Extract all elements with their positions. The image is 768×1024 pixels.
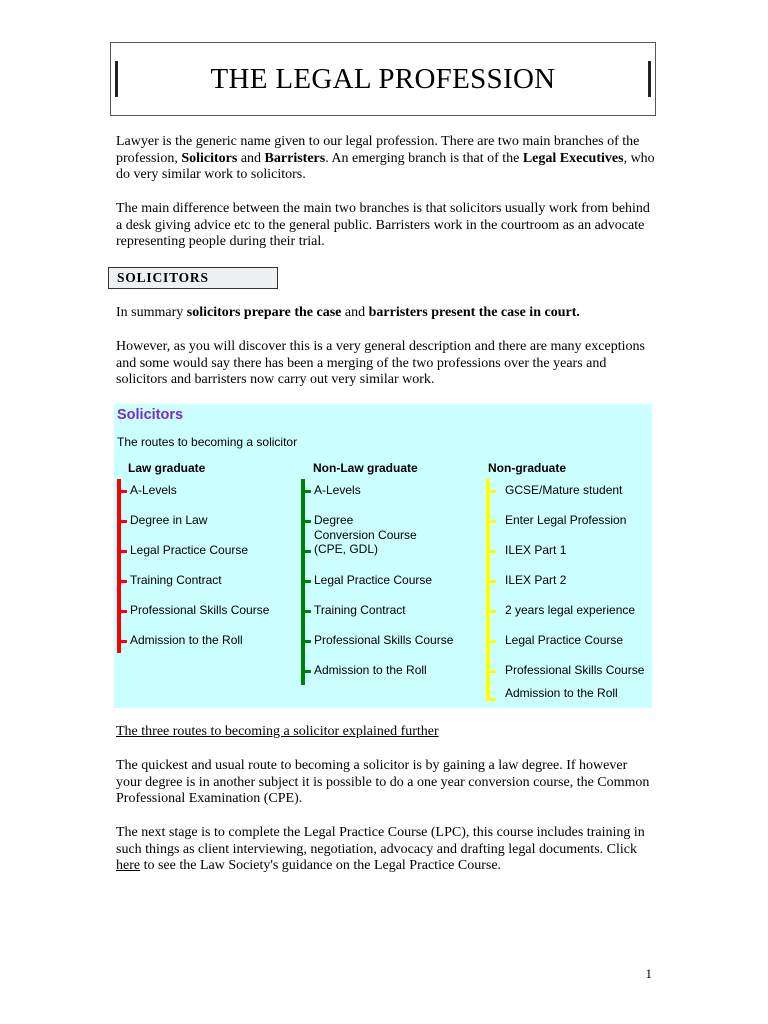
route-tick bbox=[305, 670, 311, 673]
next-stage-text-1: The next stage is to complete the Legal Practice Course (LPC), this course includes training in such things as client interviewing, negotiation, advocacy and drafting legal documents. Click bbox=[116, 825, 645, 857]
route-step: ILEX Part 2 bbox=[505, 573, 567, 587]
route-tick bbox=[121, 550, 127, 553]
summary-text-1: In summary bbox=[116, 305, 187, 320]
explained-heading: The three routes to becoming a solicitor explained further bbox=[116, 724, 439, 739]
route-step: Legal Practice Course bbox=[314, 573, 433, 587]
route-line-1 bbox=[117, 479, 121, 653]
route-step: A-Levels bbox=[130, 483, 177, 497]
route-tick bbox=[305, 640, 311, 643]
route-step: Degree in Law bbox=[130, 513, 208, 527]
route-step: ILEX Part 1 bbox=[505, 543, 567, 557]
route-tick bbox=[121, 610, 127, 613]
route-step: Professional Skills Course bbox=[130, 603, 270, 617]
route-tick bbox=[121, 580, 127, 583]
route-tick bbox=[490, 490, 496, 493]
intro-text-2: and bbox=[237, 150, 265, 166]
route-tick bbox=[305, 520, 311, 523]
section-heading-solicitors: SOLICITORS bbox=[108, 267, 278, 289]
intro-bold-solicitors: Solicitors bbox=[181, 150, 238, 166]
route-tick bbox=[305, 610, 311, 613]
route-step: Degree bbox=[314, 513, 354, 527]
route-tick bbox=[490, 550, 496, 553]
route-step: Legal Practice Course bbox=[505, 633, 624, 647]
column-heading-1: Law graduate bbox=[128, 461, 206, 475]
summary-paragraph bbox=[116, 305, 656, 322]
however-paragraph: However, as you will discover this is a very general description and there are many exceptions and some would say there has been a merging of the two professions over the years and solicitors and barristers now carry out very similar work. bbox=[116, 339, 645, 387]
route-tick bbox=[121, 520, 127, 523]
route-step: Training Contract bbox=[314, 603, 406, 617]
route-step: Legal Practice Course bbox=[130, 543, 249, 557]
route-step: 2 years legal experience bbox=[505, 603, 636, 617]
next-stage-text-2: to see the Law Society's guidance on the Legal Practice Course. bbox=[140, 858, 502, 873]
summary-bold-2: barristers present the case in court. bbox=[368, 305, 580, 320]
route-tick bbox=[305, 490, 311, 493]
route-step: Admission to the Roll bbox=[130, 633, 243, 647]
intro-text-3: . An emerging branch is that of the bbox=[325, 150, 523, 166]
intro-bold-barristers: Barristers bbox=[264, 150, 326, 166]
title-right-bar bbox=[648, 61, 651, 97]
route-tick bbox=[305, 550, 311, 553]
next-stage-paragraph bbox=[116, 825, 656, 875]
lpc-guidance-link[interactable]: here bbox=[116, 858, 141, 873]
intro-text-4: , who do very similar work to solicitors. bbox=[116, 150, 655, 182]
route-step: Training Contract bbox=[130, 573, 222, 587]
diagram-title: Solicitors bbox=[117, 407, 184, 423]
route-tick bbox=[490, 670, 496, 673]
route-step: Professional Skills Course bbox=[314, 633, 454, 647]
column-heading-3: Non-graduate bbox=[488, 461, 566, 475]
solicitor-routes-diagram bbox=[114, 404, 652, 708]
page-title: THE LEGAL PROFESSION bbox=[210, 62, 556, 95]
quickest-paragraph: The quickest and usual route to becoming a solicitor is by gaining a law degree. If however your degree is in another subject it is possible to do a one year conversion course, the Common Professional Examination (CPE). bbox=[116, 758, 650, 806]
route-step: Admission to the Roll bbox=[314, 663, 427, 677]
route-tick bbox=[490, 698, 496, 701]
title-box bbox=[110, 42, 656, 116]
route-step: GCSE/Mature student bbox=[505, 483, 623, 497]
column-heading-2: Non-Law graduate bbox=[313, 461, 418, 475]
route-tick bbox=[490, 520, 496, 523]
route-step: Professional Skills Course bbox=[505, 663, 645, 677]
summary-bold-1: solicitors prepare the case bbox=[186, 305, 342, 320]
page-number: 1 bbox=[645, 966, 652, 981]
intro-bold-legal-executives: Legal Executives bbox=[522, 150, 624, 166]
route-step: Enter Legal Profession bbox=[505, 513, 627, 527]
route-tick bbox=[490, 610, 496, 613]
difference-paragraph: The main difference between the main two branches is that solicitors usually work from behind a desk giving advice etc to the general public. Barristers work in the courtroom as an advocate representing people during their trial. bbox=[116, 201, 650, 249]
route-tick bbox=[121, 490, 127, 493]
title-left-bar bbox=[115, 61, 118, 97]
route-tick bbox=[490, 640, 496, 643]
route-step: Conversion Course (CPE, GDL) bbox=[314, 528, 417, 556]
route-tick bbox=[305, 580, 311, 583]
route-step: Admission to the Roll bbox=[505, 686, 618, 700]
route-step: A-Levels bbox=[314, 483, 361, 497]
intro-text-1: Lawyer is the generic name given to our legal profession. There are two main branches of the profession, bbox=[116, 134, 640, 166]
route-line-3 bbox=[486, 479, 490, 701]
intro-paragraph bbox=[116, 134, 656, 184]
diagram-subtitle: The routes to becoming a solicitor bbox=[117, 435, 298, 449]
route-tick bbox=[490, 580, 496, 583]
summary-text-2: and bbox=[341, 305, 369, 320]
route-tick bbox=[121, 640, 127, 643]
